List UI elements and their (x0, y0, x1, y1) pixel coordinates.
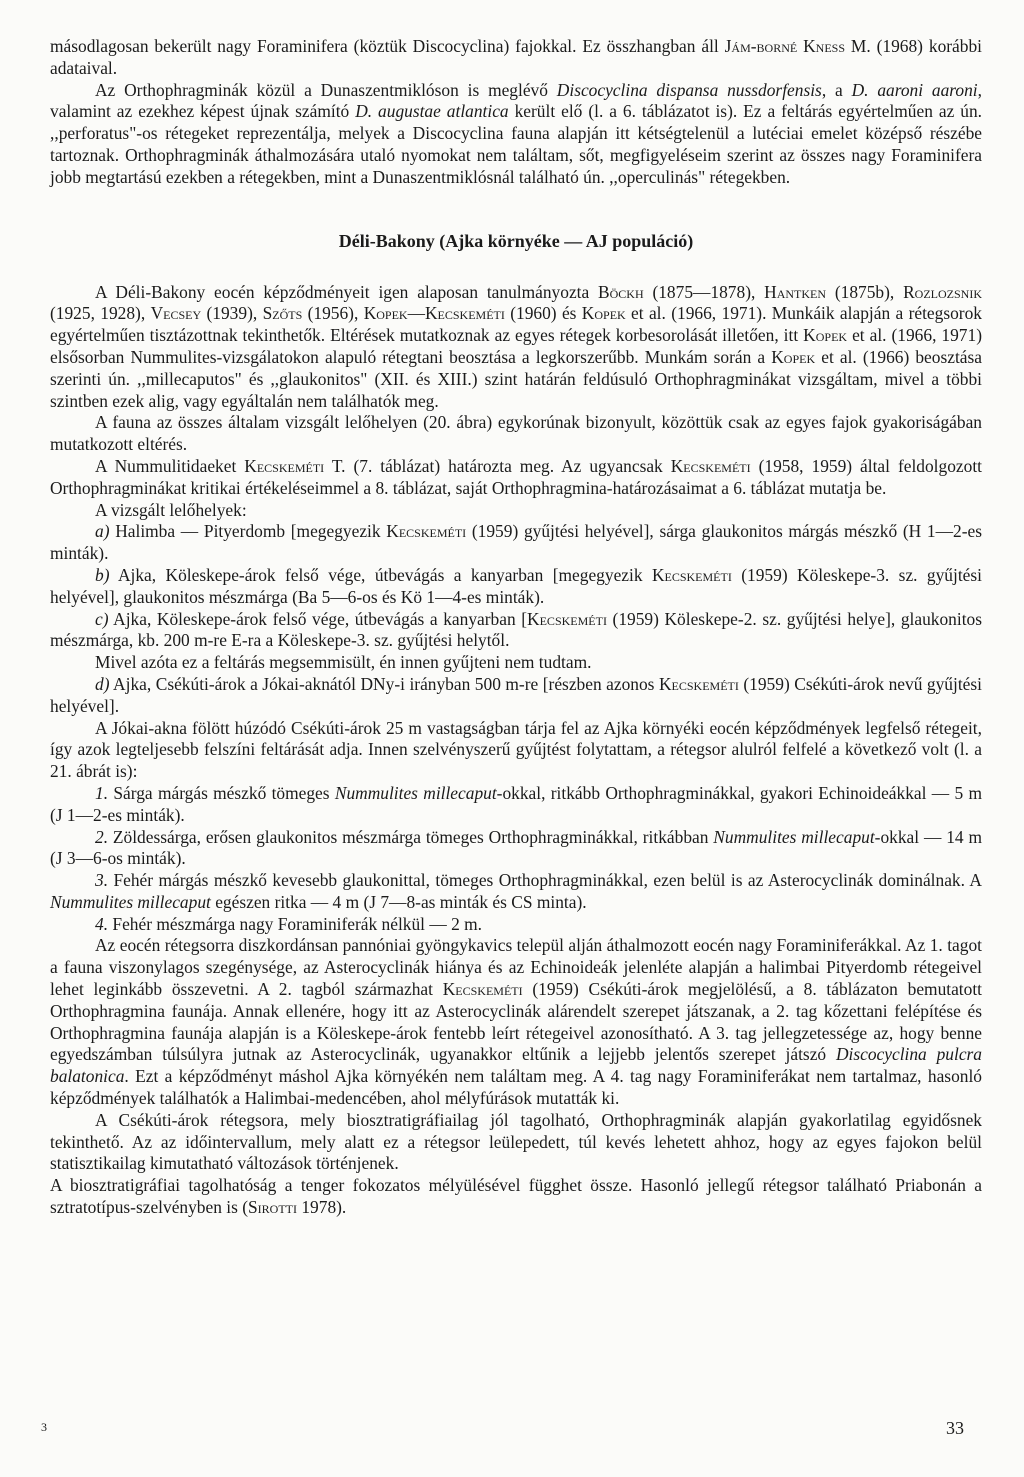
signature-mark: 3 (41, 1420, 47, 1434)
author-name: Kecskeméti (244, 455, 325, 476)
body-paragraph: A Déli-Bakony eocén képződményeit igen alaposan tanulmányozta Böckh (1875—1878), Hantken (1875b), Rozlozsnik (1925, 1928), Vecsey (1939), Szőts (1956), Kopek—Kecskeméti (1960) és Kopek et al. (1966, 1971). Munkáik alapján a rétegsorok egyértelműen tisztázottnak tekinthetők. Eltérések mutatkoznak az egyes rétegek korbesorolását illetően, itt Kopek et al. (1966, 1971) elsősorban Nummulites-vizsgálatokon alapuló rétegtani beosztása a legkorszerűbb. Munkám során a Kopek et al. (1966) beosztása szerinti ún. ,,millecaputos" és ,,glaukonitos" (XII. és XIII.) szint határán feldúsuló Orthophragminákat vizsgáltam, mivel a többi szintben ezek alig, vagy egyáltalán nem találhatók meg. (50, 281, 982, 411)
list-marker: 2. (95, 826, 109, 847)
taxon-name: Nummulites millecaput (334, 782, 497, 803)
author-name: Kopek (771, 346, 816, 367)
taxon-name: D. aaroni aaroni (851, 79, 978, 100)
list-marker: 3. (95, 870, 109, 891)
list-marker: c) (95, 608, 109, 629)
author-name: Kecskeméti (670, 455, 751, 476)
layer-item: 1. Sárga márgás mészkő tömeges Nummulites millecaput-okkal, ritkább Orthophragminákkal, gyakori Echinoideákkal — 5 m (J 1—2-es minták). (50, 782, 982, 825)
author-name: Vecsey (150, 303, 202, 324)
list-marker: b) (95, 564, 110, 585)
body-paragraph: Az eocén rétegsorra diszkordánsan pannóniai gyöngykavics települ alján áthalmozott eocén nagy Foraminiferákkal. Az 1. tagot a fauna viszonylagos szegénysége, az Asterocyclinák hiánya és az Echinoideák jelenléte alapján a halimbai Pityerdomb rétegeivel lehet leginkább összevetni. A 2. tagból származhat Kecskeméti (1959) Csékúti-árok megjelölésű, a 8. táblázaton bemutatott Orthophragmina faunája. Annak ellenére, hogy itt az Asterocyclinák alárendelt szerepet játszanak, a 2. tag kőzettani felépítése és Orthophragmina faunája alapján is a Köleskepe-árok fentebb leírt rétegeivel azonosítható. A 3. tag jellegzetessége az, hogy benne egyedszámban túlsúlyra jutnak az Asterocyclinák, ugyanakkor eltűnik a lejjebb jelentős szerepet játszó Discocyclina pulcra balatonica. Ezt a képződményt máshol Ajka környékén nem találtam meg. A 4. tag nagy Foraminiferákat nem tartalmaz, hasonló képződmények találhatók a Halimbai-medencében, ahol mélyfúrások mutatták ki. (50, 935, 983, 1109)
list-marker: d) (95, 673, 110, 694)
taxon-name: Discocyclina dispansa nussdorfensis (556, 79, 822, 100)
list-item: a) Halimba — Pityerdomb [megegyezik Kecskeméti (1959) gyűjtési helyével], sárga glaukonitos márgás mészkő (H 1—2-es minták). (50, 521, 982, 564)
author-name: Hantken (764, 281, 827, 302)
list-marker: 1. (95, 782, 109, 803)
author-name: Sirotti (248, 1197, 298, 1218)
body-paragraph: A Jókai-akna fölött húzódó Csékúti-árok 25 m vastagságban tárja fel az Ajka környéki eocén képződmények legfelső rétegeit, így azok legteljesebb felszíni feltárását adja. Innen szelvényszerű gyűjtést folytattam, a rétegsor alulról felfelé a következő volt (l. a 21. ábrát is): (50, 717, 982, 782)
author-name: Böckh (598, 281, 644, 302)
author-name: Kecskeméti (442, 979, 523, 1000)
taxon-name: Discocyclina pulcra balatonica (50, 1044, 982, 1087)
author-name: Jám-borné Kness (724, 36, 846, 56)
taxon-name: Nummulites millecaput (713, 826, 875, 847)
list-item: c) Ajka, Köleskepe-árok felső vége, útbevágás a kanyarban [Kecskeméti (1959) Köleskepe-2. sz. gyűjtési helye], glaukonitos mészmárga, kb. 200 m-re E-ra a Köleskepe-3. sz. gyűjtési helytől. (50, 608, 982, 651)
layer-item: 4. Fehér mészmárga nagy Foraminiferák nélkül — 2 m. (95, 913, 483, 934)
intro-paragraph-1: másodlagosan bekerült nagy Foraminifera (köztük Discocyclina) fajokkal. Ez összhangban áll Jám-borné Kness M. (1968) korábbi adataival. (50, 36, 982, 78)
author-name: Kopek (581, 303, 626, 324)
author-name: Kecskeméti (386, 521, 467, 542)
list-item: b) Ajka, Köleskepe-árok felső vége, útbevágás a kanyarban [megegyezik Kecskeméti (1959) Köleskepe-3. sz. gyűjtési helyével], glaukonitos mészmárga (Ba 5—6-os és Kö 1—4-es minták). (50, 564, 982, 607)
author-name: Kecskeméti (651, 564, 732, 585)
intro-paragraph-2: Az Orthophragminák közül a Dunaszentmiklóson is meglévő Discocyclina dispansa nussdorfensis, a D. aaroni aaroni, valamint az ezekhez képest újnak számító D. augustae atlantica került elő (l. a 6. táblázatot is). Ez a feltárás egyértelműen az ún. ,,perforatus"-os rétegeket reprezentálja, melyek a Discocyclina fauna alapján itt kétségtelenül a lutéciai emelet középső részébe tartoznak. Orthophragminák áthalmozására utaló nyomokat nem találtam, sőt, megfigyeléseim szerint az összes nagy Foraminifera jobb megtartású ezekben a rétegekben, mint a Dunaszentmiklósnál található ún. ,,operculinás" rétegekben. (50, 79, 983, 187)
list-marker: 4. (95, 913, 109, 934)
layer-item: 2. Zöldessárga, erősen glaukonitos mészmárga tömeges Orthophragminákkal, ritkábban Nummulites millecaput-okkal — 14 m (J 3—6-os minták). (50, 826, 983, 869)
author-name: Kecskeméti (658, 673, 739, 694)
page-number: 33 (946, 1418, 964, 1438)
taxon-name: Nummulites millecaput (50, 891, 211, 912)
body-paragraph: A fauna az összes általam vizsgált lelőhelyen (20. ábra) egykorúnak bizonyult, közöttük csak az egyes fajok gyakoriságában mutatkozott eltérés. (50, 412, 982, 455)
body-paragraph: A vizsgált lelőhelyek: (95, 499, 247, 520)
body-paragraph: Mivel azóta ez a feltárás megsemmisült, én innen gyűjteni nem tudtam. (95, 652, 592, 673)
author-name: Rozlozsnik (903, 281, 982, 302)
author-name: Kopek—Kecskeméti (363, 303, 505, 324)
author-name: Kecskeméti (527, 608, 607, 629)
body-paragraph: A Nummulitidaeket Kecskeméti T. (7. táblázat) határozta meg. Az ugyancsak Kecskeméti (1958, 1959) által feldolgozott Orthophragminákat kritikai értékeléseimmel a 8. táblázat, saját Orthophragmina-határozásaimat a 6. táblázat mutatja be. (50, 455, 982, 498)
list-marker: a) (95, 521, 110, 542)
document-page (50, 36, 982, 1219)
body-paragraph: A biosztratigráfiai tagolhatóság a tenger fokozatos mélyülésével függhet össze. Hasonló jellegű rétegsor található Priabonán a sztratotípus-szelvényben is (Sirotti 1978). (50, 1175, 982, 1218)
author-name: Kopek (803, 325, 848, 346)
list-item: d) Ajka, Csékúti-árok a Jókai-aknától DNy-i irányban 500 m-re [részben azonos Kecskeméti (1959) Csékúti-árok nevű gyűjtési helyével]. (50, 673, 982, 716)
taxon-name: D. augustae atlantica (355, 101, 509, 122)
author-name: Szőts (262, 303, 303, 324)
section-heading: Déli-Bakony (Ajka környéke — AJ populáció) (338, 230, 694, 251)
layer-item: 3. Fehér márgás mészkő kevesebb glaukonittal, tömeges Orthophragminákkal, ezen belül is az Asterocyclinák dominálnak. A Nummulites millecaput egészen ritka — 4 m (J 7—8-as minták és CS minta). (50, 870, 982, 912)
section-spacer (50, 252, 982, 282)
section-spacer (50, 189, 982, 230)
body-paragraph: A Csékúti-árok rétegsora, mely biosztratigráfiailag jól tagolható, Orthophragminák alapján gyakorlatilag egyidősnek tekinthető. Az az időintervallum, mely alatt ez a rétegsor leülepedett, túl kevés lehetett ahhoz, hogy az egyes fajokon belül statisztikailag kimutatható változások történjenek. (50, 1109, 982, 1174)
